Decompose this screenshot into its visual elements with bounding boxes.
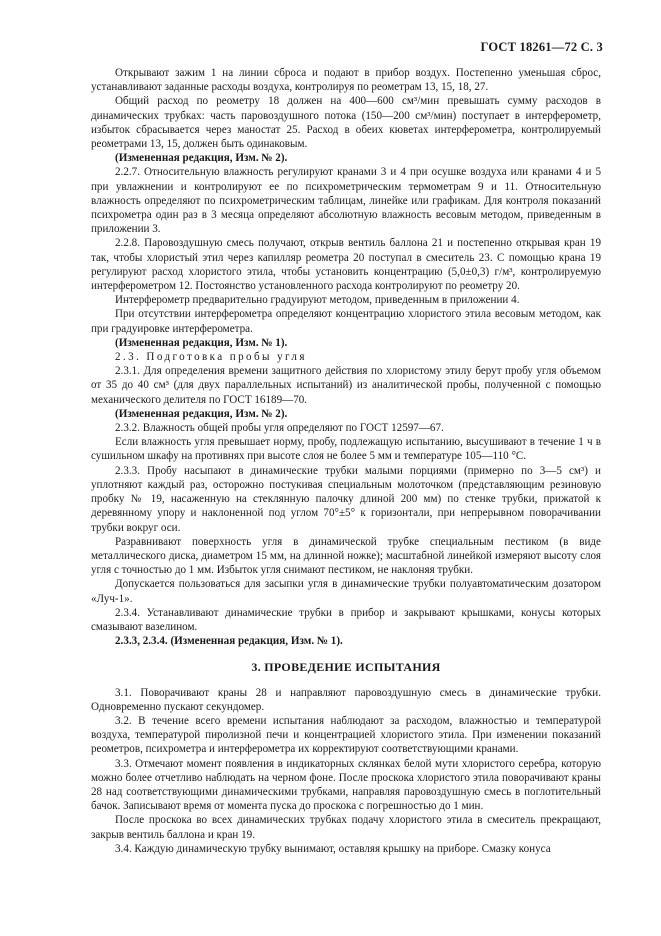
section-heading: 3. ПРОВЕДЕНИЕ ИСПЫТАНИЯ <box>251 660 441 675</box>
revision-note: (Измененная редакция, Изм. № 1). <box>115 336 288 349</box>
body-text <box>91 66 601 856</box>
paragraph: 2.3.4. Устанавливают динамические трубки в прибор и закрывают крышками, конусы которых смазывают вазелином. <box>91 606 601 633</box>
paragraph: Общий расход по реометру 18 должен на 400—600 см³/мин превышать сумму расходов в динамических трубках: часть паровоздушного потока (150—200 см³/мин) поступает в интерферометр, избыток сбрасывается через маностат 25. Расход в обеих кюветах интерферометра, контролируемый реометрами 13, 15, должен быть одинаковым. <box>91 95 601 151</box>
paragraph: Допускается пользоваться для засыпки угля в динамические трубки полуавтоматическим дозатором «Луч-1». <box>91 578 601 605</box>
revision-note: 2.3.3, 2.3.4. (Измененная редакция, Изм. № 1). <box>115 635 343 648</box>
paragraph: При отсутствии интерферометра определяют концентрацию хлористого этила весовым методом, как при градуировке интерферометра. <box>91 308 601 335</box>
paragraph: 2.3.1. Для определения времени защитного действия по хлористому этилу берут пробу угля объемом от 35 до 40 см³ (для двух параллельных испытаний) из аналитической пробы, полученной с помощью механического делителя по ГОСТ 16189—70. <box>91 365 601 406</box>
revision-note: (Измененная редакция, Изм. № 2). <box>115 152 288 165</box>
paragraph: 2.3.2. Влажность общей пробы угля определяют по ГОСТ 12597—67. <box>115 422 444 435</box>
revision-note: (Измененная редакция, Изм. № 2). <box>115 407 288 420</box>
paragraph: 3.4. Каждую динамическую трубку вынимают, оставляя крышку на приборе. Смазку конуса <box>115 842 551 855</box>
paragraph: Если влажность угля превышает норму, пробу, подлежащую испытанию, высушивают в течение 1 ч в сушильном шкафу на противнях при высоте слоя не более 5 мм и температуре 105—110 °С. <box>91 436 601 463</box>
page-header: ГОСТ 18261—72 С. 3 <box>480 40 603 54</box>
paragraph: Интерферометр предварительно градуируют методом, приведенным в приложении 4. <box>115 294 520 307</box>
subsection-heading: 2.3. Подготовка пробы угля <box>115 351 307 364</box>
paragraph: Открывают зажим 1 на линии сброса и подают в прибор воздух. Постепенно уменьшая сброс, устанавливают заданные расходы воздуха, контролируя по реометрам 13, 15, 18, 27. <box>91 67 601 94</box>
paragraph: 2.2.8. Паровоздушную смесь получают, открыв вентиль баллона 21 и постепенно открывая кран 19 так, чтобы хлористый этил через капилляр реометра 20 поступал в смеситель 23. С помощью крана 19 регулируют расход хлористого этила, чтобы установить концентрацию (5,0±0,3) г/м³, контролируемую интерферометром 12. Постоянство установленного расхода контролируют по реометру 20. <box>91 237 601 293</box>
paragraph: 2.3.3. Пробу насыпают в динамические трубки малыми порциями (примерно по 3—5 см³) и уплотняют каждый раз, осторожно постукивая специальным молоточком (представляющим резиновую пробку № 19, насаженную на стеклянную палочку длиной 200 мм) по стенке трубки, прижатой к деревянному упору и наклоненной под углом 70°±5° к горизонтали, при непрерывном поворачивании трубки вокруг оси. <box>91 464 601 534</box>
paragraph: После проскока во всех динамических трубках подачу хлористого этила в смеситель прекращают, закрыв вентиль баллона и кран 19. <box>91 814 601 841</box>
paragraph: 3.2. В течение всего времени испытания наблюдают за расходом, влажностью и температурой воздуха, температурой пиролизной печи и концентрацией хлористого этила. При изменении показаний реометров, психрометра и интерферометра их корректируют соответствующими кранами. <box>91 714 601 756</box>
paragraph: 3.3. Отмечают момент появления в индикаторных склянках белой мути хлористого серебра, которую можно более отчетливо наблюдать на черном фоне. После проскока хлористого этила поворачивают краны 28 над соответствующими динамическими трубками, направляя паровоздушную смесь в поглотительный бачок. Записывают время от момента пуска до проскока с погрешностью до 1 мин. <box>91 757 601 813</box>
paragraph: Разравнивают поверхность угля в динамической трубке специальным пестиком (в виде металлического диска, диаметром 15 мм, на длинной ножке); масштабной линейкой измеряют высоту слоя угля с точностью до 1 мм. Избыток угля снимают пестиком, не наклоняя трубки. <box>91 535 601 577</box>
paragraph: 3.1. Поворачивают краны 28 и направляют паровоздушную смесь в динамические трубки. Одновременно пускают секундомер. <box>91 686 601 713</box>
paragraph: 2.2.7. Относительную влажность регулируют кранами 3 и 4 при осушке воздуха или кранами 4 и 5 при увлажнении и контролируют ее по психрометрическим термометрам 9 и 11. Относительную влажность определяют по психрометрическим таблицам, линейке или графикам. Для контроля показаний психрометра один раз в 3 месяца определяют абсолютную влажность весовым методом, приведенным в приложении 3. <box>91 166 601 236</box>
